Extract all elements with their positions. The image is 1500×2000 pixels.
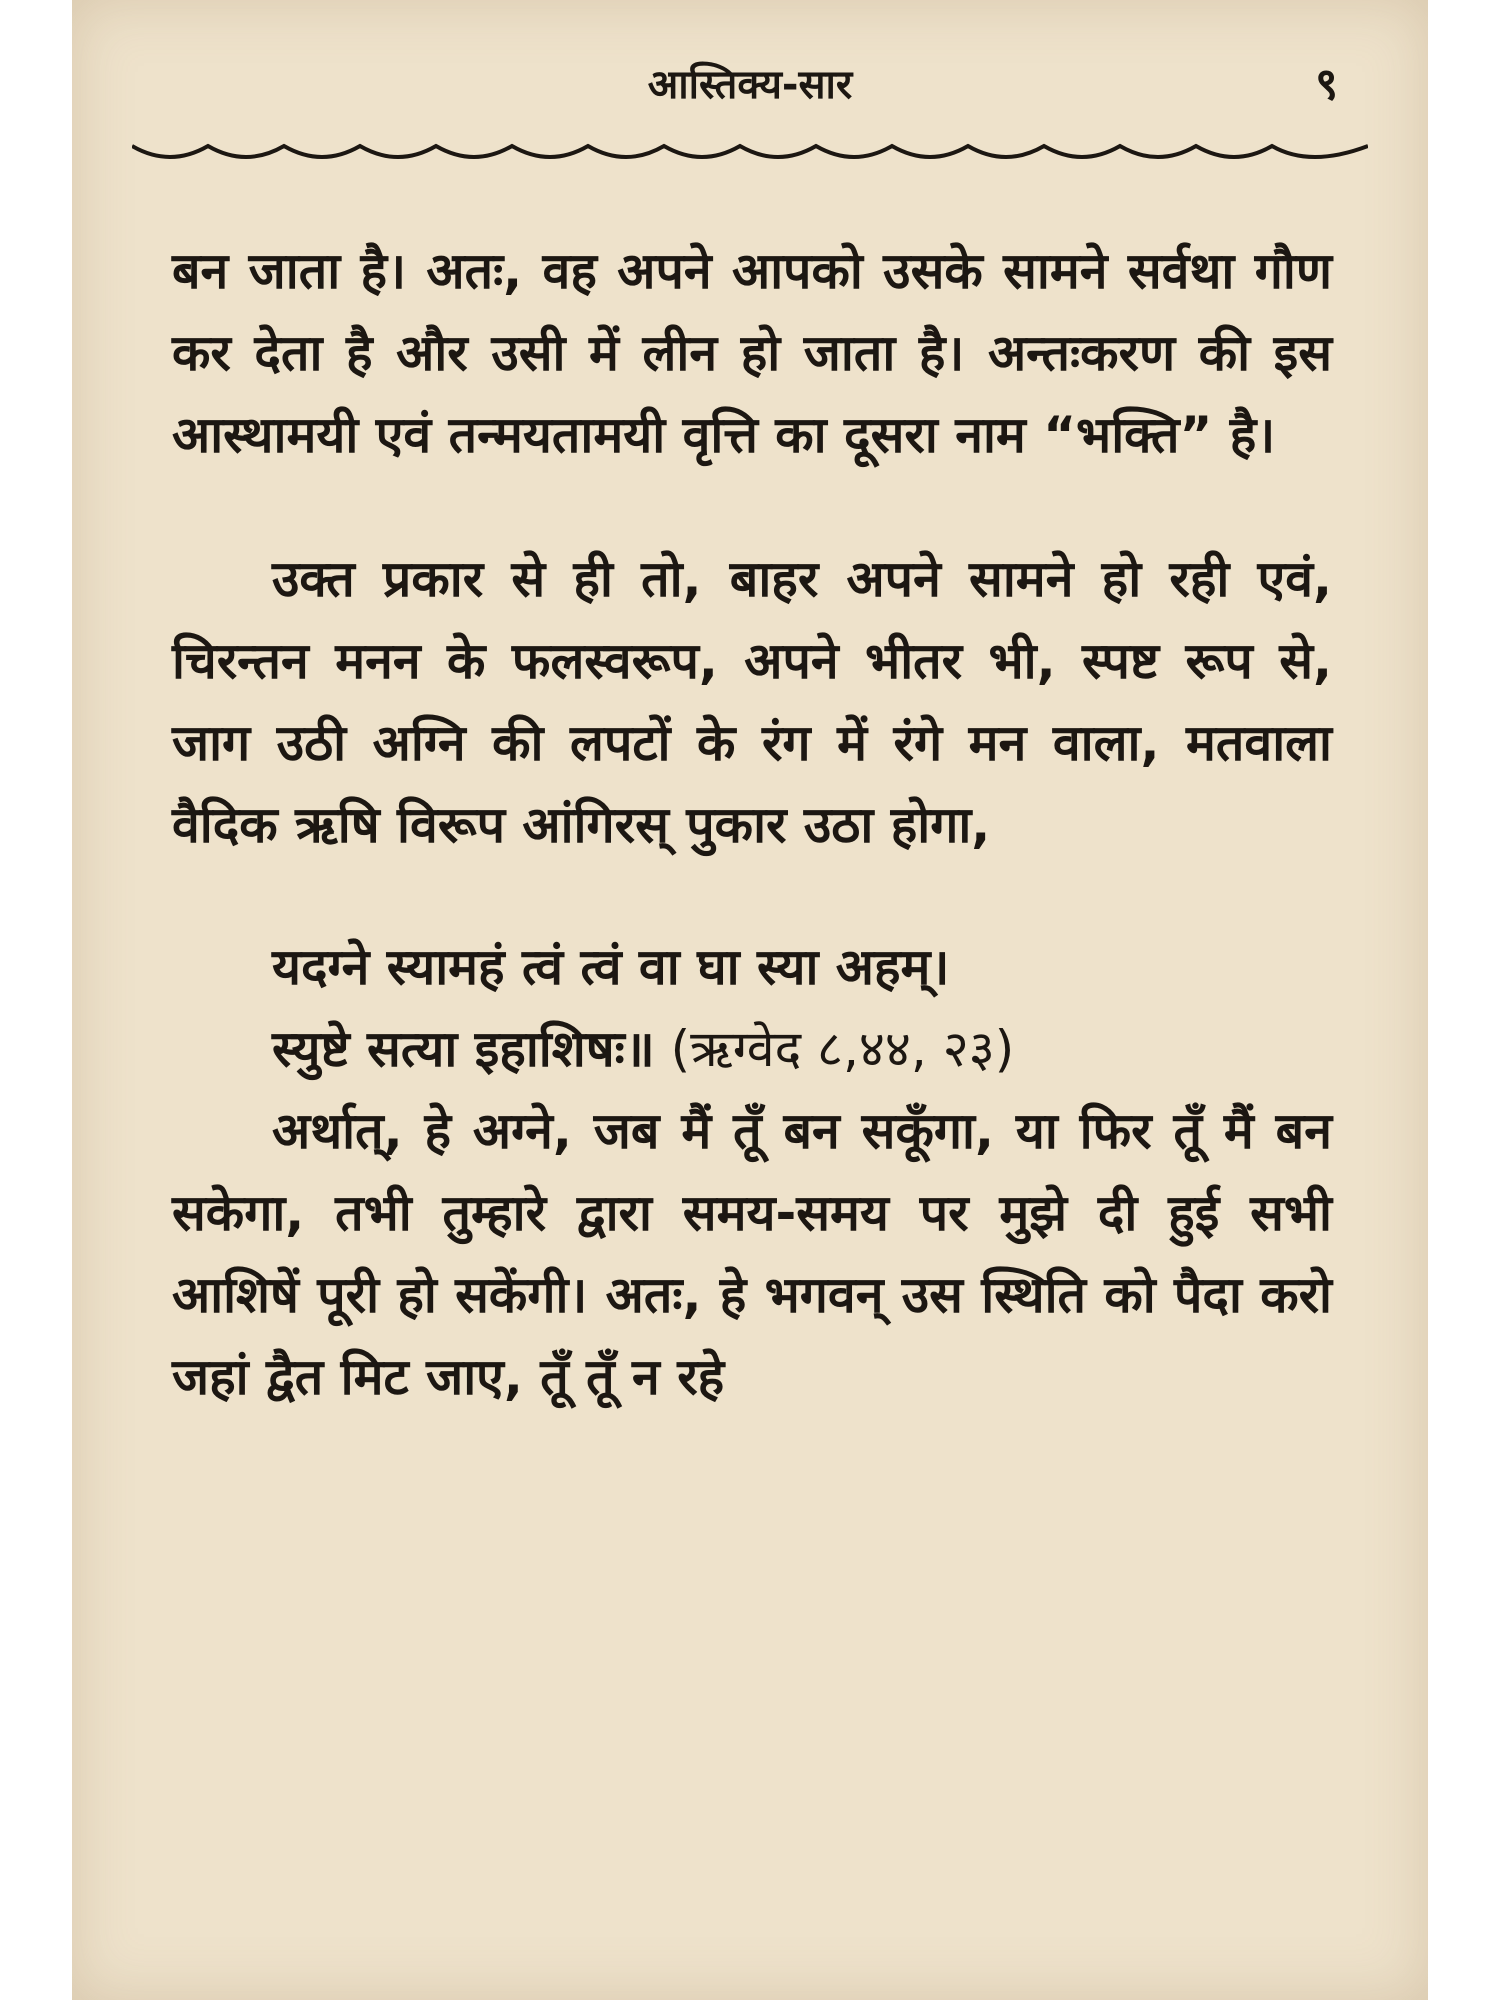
- running-title: आस्तिक्य-सार: [647, 62, 853, 108]
- verse-line-1: यदग्ने स्यामहं त्वं त्वं वा घा स्या अहम्।: [272, 938, 950, 996]
- page-body: [172, 230, 1332, 1418]
- paragraph-1: बन जाता है। अतः, वह अपने आपको उसके सामने सर्वथा गौण कर देता है और उसी में लीन हो जाता है। अन्तःकरण की इस आस्थामयी एवं तन्मयतामयी वृत्ति का दूसरा नाम “भक्ति” है।: [172, 242, 1332, 464]
- wavy-divider: [132, 138, 1368, 168]
- vedic-verse: [172, 926, 1332, 1090]
- paragraph-2: उक्त प्रकार से ही तो, बाहर अपने सामने हो रही एवं, चिरन्तन मनन के फलस्वरूप, अपने भीतर भी, स्पष्ट रूप से, जाग उठी अग्नि की लपटों के रंग में रंगे मन वाला, मतवाला वैदिक ऋषि विरूप आंगिरस् पुकार उठा होगा,: [172, 550, 1332, 854]
- page-number: ९: [1315, 59, 1338, 110]
- verse-line-2: [272, 1008, 1332, 1090]
- verse-reference: (ऋग्वेद ८,४४, २३): [654, 1020, 1015, 1078]
- page-header: [132, 60, 1368, 110]
- paragraph-3: अर्थात्, हे अग्ने, जब मैं तूँ बन सकूँगा, या फिर तूँ मैं बन सकेगा, तभी तुम्हारे द्वारा समय-समय पर मुझे दी हुई सभी आशिषें पूरी हो सकेंगी। अतः, हे भगवन् उस स्थिति को पैदा करो जहां द्वैत मिट जाए, तूँ तूँ न रहे: [172, 1102, 1332, 1406]
- book-page: [72, 0, 1428, 2000]
- verse-line-2-text: स्युष्टे सत्या इहाशिषः॥: [272, 1020, 655, 1078]
